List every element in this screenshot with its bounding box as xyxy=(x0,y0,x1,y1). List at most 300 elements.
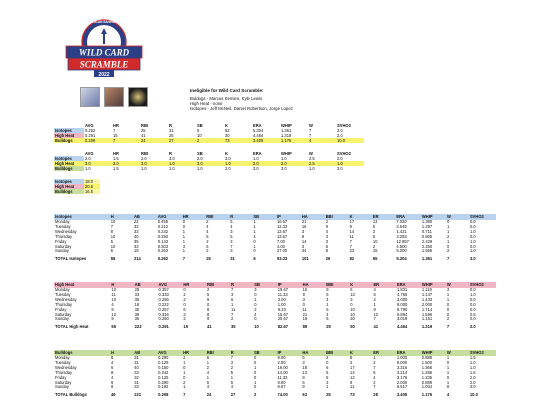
points-cell: 3.0 xyxy=(141,161,147,166)
stat-cell: 12 xyxy=(111,311,116,317)
stat-cell: 1.0 xyxy=(469,238,476,244)
stat-cell: 9 xyxy=(207,316,210,322)
points-cell: 1.0 xyxy=(85,166,91,171)
points-cell: 3.0 xyxy=(85,161,91,166)
stat-cell: 2 xyxy=(373,379,376,385)
stat-cell: 1 xyxy=(206,359,209,365)
stat-cell: 2 xyxy=(350,359,353,365)
stat-cell: 5 xyxy=(372,233,376,239)
stat-cell: 3 xyxy=(183,311,186,317)
stat-cell: 2 xyxy=(183,316,186,322)
stat-cell: 0.290 xyxy=(158,379,169,385)
stat-cell: 3.649 xyxy=(396,223,407,229)
points-cell: 1.5 xyxy=(113,156,119,161)
total-cell: 5.304 xyxy=(396,256,407,262)
stat-cell: 2 xyxy=(206,219,209,224)
stat-cell: 31 xyxy=(134,355,139,360)
stat-cell: 4 xyxy=(206,369,209,375)
stat-cell: 8 xyxy=(350,379,353,385)
stat-cell: 19.67 xyxy=(277,287,289,292)
points-cell: 2.0 xyxy=(281,161,287,166)
stat-cell: 12.33 xyxy=(276,223,288,229)
stat-cell: 1 xyxy=(182,238,185,244)
total-cell: 46 xyxy=(110,392,116,398)
total-cell: 1.319 xyxy=(421,324,433,330)
points-col: R xyxy=(169,151,172,156)
stat-cell: 9.67 xyxy=(277,384,286,390)
stat-cell: 9.000 xyxy=(397,301,408,307)
stat-cell: 4 xyxy=(325,228,328,234)
stat-cell: 38 xyxy=(134,311,140,317)
team-label: Isotopes xyxy=(54,179,84,184)
stat-cell: 1.297 xyxy=(421,223,433,229)
total-cell: 0.262 xyxy=(157,256,169,262)
points-cell: 1.0 xyxy=(281,156,287,161)
stat-cell: 11 xyxy=(111,291,116,297)
stat-cell: 5 xyxy=(206,243,209,249)
day-label: Saturday xyxy=(55,311,72,317)
stat-cell: 1.0 xyxy=(469,228,476,234)
stat-cell: 3 xyxy=(182,243,185,249)
stat-cell: 0 xyxy=(446,374,450,380)
stat-cell: 7 xyxy=(309,133,312,138)
stat-cell: 0 xyxy=(302,301,305,307)
total-cell: 41 xyxy=(207,324,212,330)
stat-cell: 1 xyxy=(446,379,450,385)
stat-cell: 31 xyxy=(169,128,174,133)
stat-cell: 1 xyxy=(446,355,450,360)
stat-cell: 0.0 xyxy=(469,301,476,307)
stat-cell: 12 xyxy=(350,374,355,380)
column-header: K xyxy=(350,349,354,355)
column-header: W xyxy=(446,213,451,219)
total-points: 20.5 xyxy=(84,184,100,189)
stat-cell: 1 xyxy=(373,301,376,307)
stat-cell: 1 xyxy=(183,369,186,375)
stat-cell: 8 xyxy=(207,306,210,312)
stat-cell: 2 xyxy=(197,138,200,143)
stat-cell: 27.00 xyxy=(276,248,288,254)
stat-cell: 9 xyxy=(110,379,114,385)
stat-cell: 2.000 xyxy=(396,379,408,385)
day-label: Sunday xyxy=(55,248,69,254)
stat-cell: 1.034 xyxy=(421,384,433,390)
stat-cell: 5 xyxy=(326,374,329,380)
daily-table-high-heat xyxy=(54,282,496,330)
total-cell: 93.33 xyxy=(276,256,288,262)
team-label: Bulldogs xyxy=(55,138,73,143)
day-label: Saturday xyxy=(55,379,72,385)
stat-cell: 13 xyxy=(302,369,307,375)
stat-cell: 0 xyxy=(253,359,257,365)
stat-cell: 1 xyxy=(446,296,450,302)
stat-cell: 1.0 xyxy=(469,359,476,365)
stat-cell: 5.000 xyxy=(396,248,407,254)
column-header: SB xyxy=(254,281,260,287)
stat-cell: 1.176 xyxy=(281,138,292,143)
stat-cell: 7 xyxy=(309,128,312,133)
column-header: IP xyxy=(276,213,281,219)
column-header: BBI xyxy=(325,213,333,219)
total-cell: 55 xyxy=(110,256,116,262)
stat-cell: 0 xyxy=(446,359,450,365)
total-cell: 35 xyxy=(231,324,236,330)
stat-cell: 1 xyxy=(253,228,256,234)
stat-cell: 0.316 xyxy=(158,311,169,317)
total-cell: 0.208 xyxy=(158,392,169,398)
stat-cell: 16.67 xyxy=(276,219,288,224)
stat-cell: 6 xyxy=(302,379,305,385)
stat-cell: 0.143 xyxy=(157,238,169,244)
stat-cell: 2 xyxy=(183,296,186,302)
stat-cell: 0 xyxy=(253,238,256,244)
column-header: R xyxy=(230,213,234,219)
points-cell: 1.0 xyxy=(169,161,175,166)
day-label: Thursday xyxy=(55,233,73,239)
stat-cell: 20 xyxy=(350,316,355,322)
stat-cell: 3.000 xyxy=(397,296,408,302)
stat-cell: 7 xyxy=(230,355,233,360)
total-cell: 4 xyxy=(446,392,450,398)
stat-cell: 5 xyxy=(230,233,233,239)
points-cell: 1.0 xyxy=(253,156,259,161)
stat-cell: 2.429 xyxy=(421,238,433,244)
stat-cell: 27 xyxy=(169,138,174,143)
points-cell: 1.0 xyxy=(169,166,175,171)
stat-cell: 2 xyxy=(446,248,450,254)
stat-cell: 4 xyxy=(230,384,233,390)
stat-cell: 0.290 xyxy=(158,355,169,360)
team-label: Bulldogs xyxy=(54,166,84,171)
stat-cell: 30 xyxy=(225,133,230,138)
summary-col: K xyxy=(225,123,228,128)
total-cell: 7 xyxy=(182,256,185,262)
column-header: RBI xyxy=(207,281,215,287)
stat-cell: 1 xyxy=(182,233,185,239)
stat-cell: 8 xyxy=(110,355,114,360)
stat-cell: 19 xyxy=(302,316,308,322)
column-header: R xyxy=(231,281,234,287)
stat-cell: 2.250 xyxy=(421,243,433,249)
stat-cell: 1.5 xyxy=(469,355,476,360)
stat-cell: 0.286 xyxy=(158,296,169,302)
stat-cell: 1 xyxy=(206,374,209,380)
stat-cell: 22 xyxy=(133,219,139,224)
stat-cell: 5 xyxy=(326,291,329,297)
stat-cell: 8 xyxy=(301,233,305,239)
stat-cell: 7 xyxy=(373,384,376,390)
stat-cell: 3 xyxy=(446,287,450,292)
column-header: AVG xyxy=(158,349,167,355)
column-header: HR xyxy=(183,349,189,355)
total-cell: 24 xyxy=(206,392,212,398)
column-header: H xyxy=(110,349,114,355)
stat-cell: 0.125 xyxy=(158,374,169,380)
column-header: SVHO2 xyxy=(469,213,484,219)
ineligible-title: Ineligible for Wild Card Scramble: xyxy=(190,88,264,93)
stat-cell: 2 xyxy=(206,364,209,370)
total-cell: 7 xyxy=(183,392,186,398)
points-cell: 2.0 xyxy=(225,166,231,171)
stat-cell: 1 xyxy=(183,359,186,365)
stat-cell: 1.596 xyxy=(421,311,433,317)
stat-cell: 0 xyxy=(253,384,257,390)
stat-cell: 3 xyxy=(231,291,234,297)
stat-cell: 1 xyxy=(253,223,256,229)
summary-col: AVG xyxy=(85,123,94,128)
total-cell: 41 xyxy=(373,324,379,330)
stat-cell: 0 xyxy=(446,243,450,249)
column-header: ERA xyxy=(396,349,406,355)
stat-cell: 3 xyxy=(301,243,305,249)
total-points: 18.0 xyxy=(84,179,100,184)
stat-cell: 6 xyxy=(110,364,114,370)
column-header: K xyxy=(350,281,354,287)
stat-cell: 0.242 xyxy=(158,369,169,375)
stat-cell: 1.319 xyxy=(281,133,292,138)
stat-cell: 3 xyxy=(230,238,233,244)
stat-cell: 11 xyxy=(231,306,236,312)
stat-cell: 10 xyxy=(372,238,378,244)
stat-cell: 9 xyxy=(302,384,305,390)
stat-cell: 1 xyxy=(373,355,376,360)
stat-cell: 2 xyxy=(373,359,376,365)
stat-cell: 2 xyxy=(183,355,186,360)
stat-cell: 73 xyxy=(225,138,230,143)
stat-cell: 1 xyxy=(253,379,257,385)
stat-cell: 1.119 xyxy=(421,287,432,292)
stat-cell: 8 xyxy=(350,355,353,360)
stat-cell: 5.304 xyxy=(253,128,264,133)
stat-cell: 5 xyxy=(326,306,329,312)
stat-cell: 16 xyxy=(302,287,308,292)
stat-cell: 5 xyxy=(197,128,200,133)
stat-cell: 3 xyxy=(302,296,305,302)
stat-cell: 5 xyxy=(207,291,210,297)
summary-col: SVHO2 xyxy=(337,123,351,128)
stat-cell: 2.0 xyxy=(337,133,343,138)
stat-cell: 1.286 xyxy=(421,369,433,375)
stat-cell: 7.00 xyxy=(276,238,285,244)
stat-cell: 2 xyxy=(446,233,450,239)
stat-cell: 1 xyxy=(230,374,233,380)
stat-cell: 10 xyxy=(110,233,116,239)
points-row-bulldogs xyxy=(54,166,364,171)
daily-table-bulldogs xyxy=(54,350,496,398)
stat-cell: 2 xyxy=(206,238,209,244)
stat-cell: 4.765 xyxy=(397,291,408,297)
stat-cell: 9 xyxy=(349,223,352,229)
stat-cell: 9 xyxy=(326,287,329,292)
stat-cell: 2 xyxy=(373,296,376,302)
stat-cell: 6 xyxy=(325,243,328,249)
stat-cell: 3.019 xyxy=(397,316,408,322)
column-header: AVG xyxy=(158,281,168,287)
stat-cell: 3.293 xyxy=(396,233,407,239)
team-label: Bulldogs xyxy=(54,189,84,194)
points-cell: 2.5 xyxy=(309,156,315,161)
stat-cell: 6 xyxy=(206,355,209,360)
day-label: Wednesday xyxy=(55,364,77,370)
stat-cell: 33 xyxy=(133,228,139,234)
points-col: W xyxy=(309,151,313,156)
stat-cell: 9.33 xyxy=(277,306,286,312)
stat-cell: 0 xyxy=(182,223,185,229)
stat-cell: 0.889 xyxy=(421,379,433,385)
stat-cell: 4 xyxy=(326,311,329,317)
stat-cell: 4 xyxy=(206,384,209,390)
column-header: HA xyxy=(301,213,308,219)
stat-cell: 6 xyxy=(373,291,376,297)
stat-cell: 25 xyxy=(141,128,146,133)
stat-cell: 1 xyxy=(253,243,256,249)
day-label: Sunday xyxy=(55,316,69,322)
stat-cell: 0.711 xyxy=(421,228,432,234)
stat-cell: 0.455 xyxy=(157,219,169,224)
stat-cell: 31 xyxy=(134,379,139,385)
stat-cell: 2.0 xyxy=(469,379,476,385)
stat-cell: 1 xyxy=(446,223,450,229)
team-name-header: Isotopes xyxy=(55,213,72,219)
day-label: Wednesday xyxy=(55,296,77,302)
points-cell: 3.0 xyxy=(169,156,175,161)
total-cell: 55 xyxy=(372,256,378,262)
column-header: ERA xyxy=(396,213,406,219)
total-cell: 73 xyxy=(350,392,355,398)
day-label: Monday xyxy=(55,219,70,224)
stat-cell: 0.291 xyxy=(85,133,96,138)
total-cell: 214 xyxy=(133,256,141,262)
day-label: Thursday xyxy=(55,369,73,375)
logo-line1: WILD CARD xyxy=(78,47,130,58)
stat-cell: 2 xyxy=(372,243,376,249)
stat-cell: 10 xyxy=(110,243,116,249)
stat-cell: 0.0 xyxy=(469,233,476,239)
stat-cell: 1.831 xyxy=(397,287,408,292)
stat-cell: 10 xyxy=(110,219,116,224)
logo-top-text: NORTH AMERICAN BASEBALL LEAGUE xyxy=(73,20,135,24)
stat-cell: 3 xyxy=(301,228,305,234)
stat-cell: 9.000 xyxy=(396,359,408,365)
points-cell: 3.0 xyxy=(113,161,119,166)
stat-cell: 2 xyxy=(325,219,328,224)
stat-cell: 0.0 xyxy=(469,243,476,249)
points-cell: 3.0 xyxy=(253,166,259,171)
stat-cell: 0 xyxy=(183,364,186,370)
stat-cell: 11.33 xyxy=(277,291,288,297)
stat-cell: 9 xyxy=(111,316,114,322)
stat-cell: 0.262 xyxy=(85,128,96,133)
stat-cell: 3.405 xyxy=(253,138,264,143)
stat-cell: 0.5 xyxy=(469,311,476,317)
stat-cell: 0 xyxy=(446,301,450,307)
stat-cell: 11 xyxy=(350,384,355,390)
stat-cell: 8 xyxy=(110,369,114,375)
stat-cell: 0 xyxy=(183,301,186,307)
stat-cell: 0 xyxy=(254,291,257,297)
stat-cell: 36 xyxy=(134,316,140,322)
stat-cell: 1 xyxy=(253,219,256,224)
stat-cell: 14 xyxy=(349,228,355,234)
total-cell: 28 xyxy=(373,392,378,398)
team-label: High Heat xyxy=(54,133,84,138)
stat-cell: 0 xyxy=(253,374,257,380)
points-cell: 2.0 xyxy=(85,156,91,161)
stat-cell: 0.182 xyxy=(158,384,169,390)
summary-col: W xyxy=(309,123,313,128)
stat-cell: 0.212 xyxy=(157,223,169,229)
total-cell: 3.405 xyxy=(396,392,408,398)
total-cell: 2 xyxy=(253,392,257,398)
team-thumbnail-2 xyxy=(104,87,124,107)
stat-cell: 3.176 xyxy=(396,374,408,380)
stat-cell: 10 xyxy=(197,133,202,138)
stat-cell: 35 xyxy=(133,238,139,244)
stat-cell: 3.214 xyxy=(396,369,408,375)
stat-cell: 10 xyxy=(111,296,116,302)
stat-cell: 2 xyxy=(207,287,210,292)
column-header: SB xyxy=(253,349,260,355)
stat-cell: 4 xyxy=(254,311,257,317)
stat-cell: 6 xyxy=(350,287,353,292)
stat-cell: 31 xyxy=(134,359,139,365)
stat-cell: 0.0 xyxy=(469,287,476,292)
points-table xyxy=(54,151,364,171)
totals-table xyxy=(54,179,100,194)
stat-cell: 40 xyxy=(134,364,139,370)
stat-cell: 1.0 xyxy=(469,364,476,370)
stat-cell: 13 xyxy=(350,291,355,297)
stat-cell: 1 xyxy=(446,369,450,375)
stat-cell: 0 xyxy=(446,219,450,224)
column-header: W xyxy=(446,281,451,287)
ineligible-line: Isotopes - Jeff McNeil, Daniel Robertson, Jorge Lopez xyxy=(190,106,293,111)
column-header: AB xyxy=(134,281,141,287)
stat-cell: 0.263 xyxy=(157,248,169,254)
total-cell: 31 xyxy=(230,256,235,262)
stat-cell: 0.0 xyxy=(469,306,476,312)
stat-cell: 6 xyxy=(206,379,209,385)
total-cell: 27 xyxy=(230,392,236,398)
points-col: RBI xyxy=(141,151,149,156)
total-cell: 25 xyxy=(206,256,211,262)
stat-cell: 3 xyxy=(254,287,257,292)
column-header: H xyxy=(110,213,114,219)
column-header: AB xyxy=(134,349,141,355)
stat-cell: 1 xyxy=(254,296,257,302)
team-name-header: High Heat xyxy=(55,281,75,287)
points-cell: 3.0 xyxy=(225,156,231,161)
stat-cell: 4 xyxy=(230,223,233,229)
column-header: R xyxy=(230,349,234,355)
stat-cell: 6.517 xyxy=(396,384,408,390)
stat-cell: 1.368 xyxy=(421,364,433,370)
stat-cell: 11.33 xyxy=(277,374,288,380)
column-header: ER xyxy=(373,349,379,355)
column-header: HR xyxy=(183,281,190,287)
column-header: AVG xyxy=(157,213,167,219)
totals-row-bulldogs xyxy=(54,189,100,194)
stat-cell: 7.020 xyxy=(396,219,407,224)
stat-cell: 28 xyxy=(134,287,140,292)
total-cell: 101 xyxy=(301,256,309,262)
stat-cell: 7 xyxy=(373,364,376,370)
stat-cell: 15 xyxy=(372,248,378,254)
stat-cell: 18 xyxy=(134,301,140,307)
summary-col: RBI xyxy=(141,123,149,128)
ineligible-line: Buldogs - Marcus Semien, Kyle Lewis xyxy=(190,96,263,101)
total-cell: 74.00 xyxy=(277,392,288,398)
